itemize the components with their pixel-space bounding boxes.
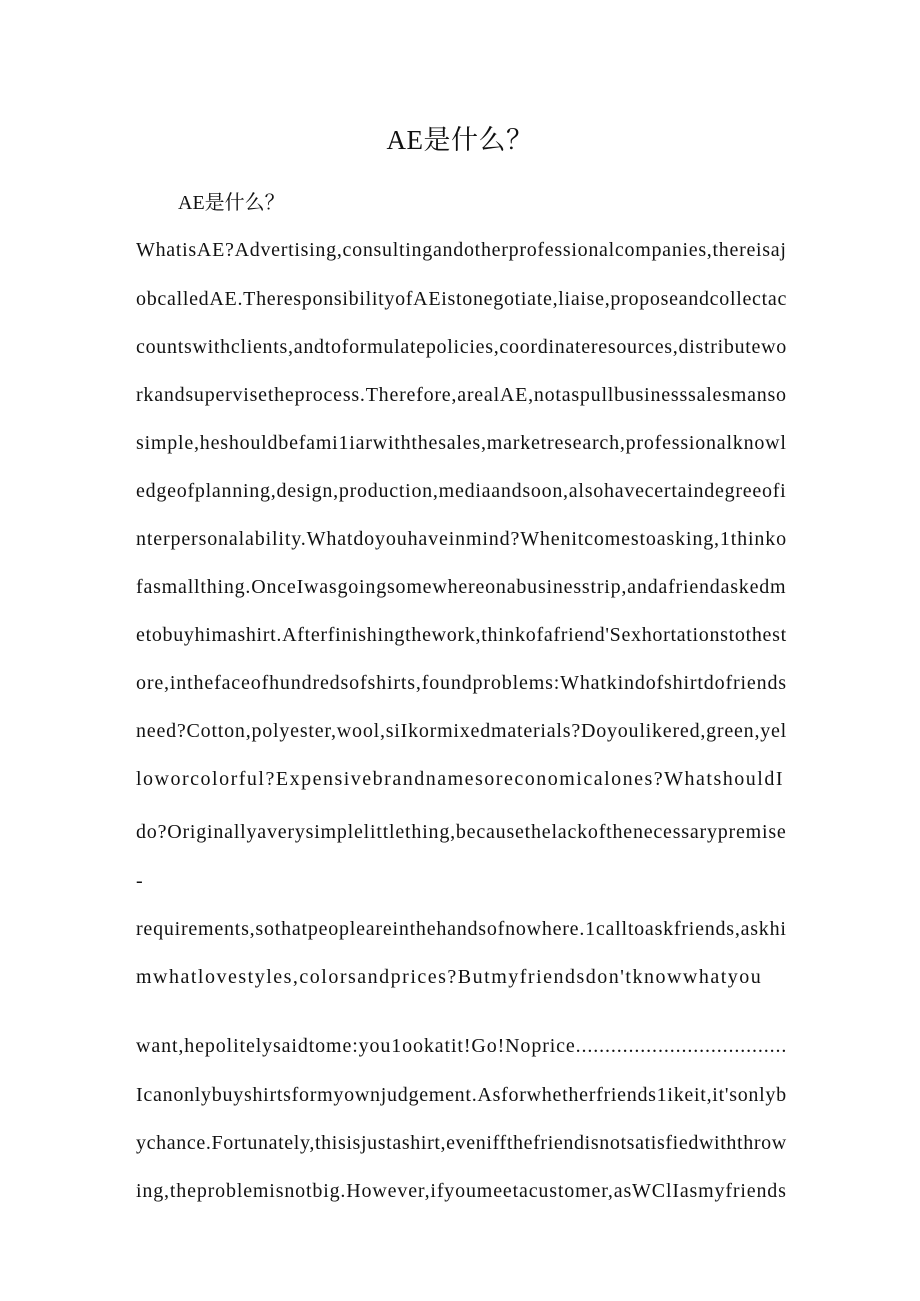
body-line: edgeofplanning,design,production,mediaandsoon,alsohavecertaindegreeofi: [136, 480, 787, 502]
document-subtitle: AE是什么？: [178, 192, 285, 214]
body-line: obcalledAE.TheresponsibilityofAEistonegotiate,liaise,proposeandcollectac: [136, 288, 788, 310]
body-line: rkandsupervisetheprocess.Therefore,arealAE,notaspullbusinesssalesmanso: [136, 384, 787, 406]
body-line: WhatisAE?Advertising,consultingandotherprofessionalcompanies,thereisaj: [136, 239, 787, 261]
body-line: fasmallthing.OnceIwasgoingsomewhereonabusinesstrip,andafriendaskedm: [136, 576, 787, 598]
body-line: do?Originallyaverysimplelittlething,becausethelackofthenecessarypremise: [136, 821, 787, 843]
body-line: etobuyhimashirt.Afterfinishingthework,thinkofafriend'Sexhortationstothest: [136, 624, 787, 646]
body-line: loworcolorful?Expensivebrandnamesoreconomicalones?WhatshouldI: [136, 768, 784, 790]
body-line: requirements,sothatpeopleareinthehandsofnowhere.1calltoaskfriends,askhi: [136, 918, 787, 940]
body-line: Icanonlybuyshirtsformyownjudgement.Asforwhetherfriends1ikeit,it'sonlyb: [136, 1084, 787, 1106]
body-line: ing,theproblemisnotbig.However,ifyoumeetacustomer,asWClIasmyfriends: [136, 1180, 787, 1202]
document-title: AE是什么？: [386, 125, 534, 155]
body-line: simple,heshouldbefami1iarwiththesales,marketresearch,professionalknowl: [136, 432, 787, 454]
body-line: mwhatlovestyles,colorsandprices?Butmyfriendsdon'tknowwhatyou: [136, 966, 763, 988]
body-line: countswithclients,andtoformulatepolicies,coordinateresources,distributewo: [136, 336, 787, 358]
body-line: ore,inthefaceofhundredsofshirts,foundproblems:Whatkindofshirtdofriends: [136, 672, 787, 694]
body-line: nterpersonalability.Whatdoyouhaveinmind?Whenitcomestoasking,1thinko: [136, 528, 787, 550]
body-line: need?Cotton,polyester,wool,siIkormixedmaterials?Doyoulikered,green,yel: [136, 720, 788, 742]
body-line: want,hepolitelysaidtome:you1ookatit!Go!Noprice....................................: [136, 1035, 788, 1057]
body-line: ychance.Fortunately,thisisjustashirt,eveniffthefriendisnotsatisfiedwiththrow: [136, 1132, 787, 1154]
body-line: -: [136, 870, 143, 892]
